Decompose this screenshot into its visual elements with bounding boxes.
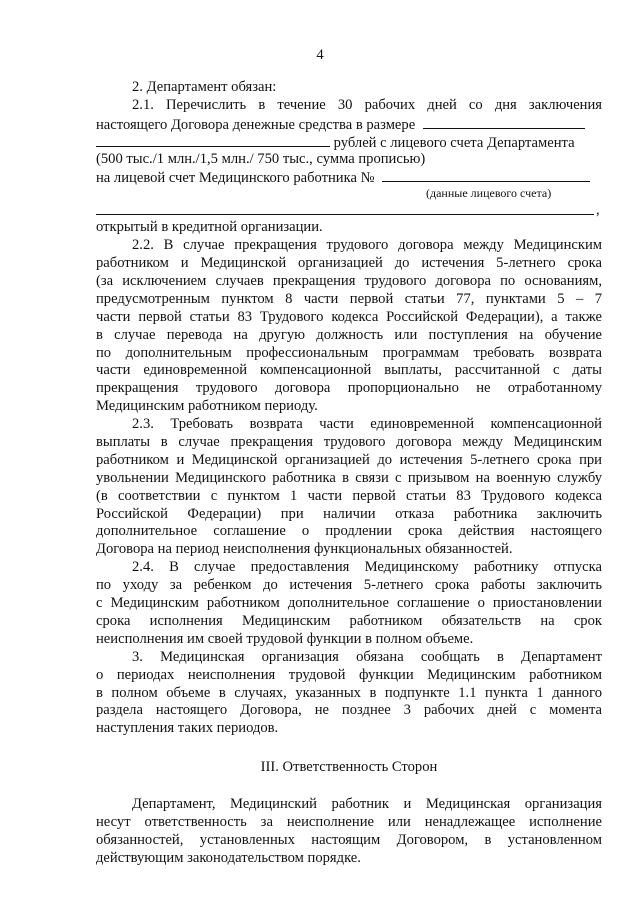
- clause-2-1-line-2: [96, 115, 602, 133]
- account-comma: ,: [596, 202, 600, 219]
- responsibility-line: действующим законодательством порядке.: [96, 849, 361, 866]
- account-number-blank: [382, 168, 590, 182]
- clause-2-1-suffix: рублей с лицевого счета Департамента: [333, 134, 575, 151]
- account-details-blank: [96, 214, 594, 215]
- clause-2-2-line: части единовременной компенсационной выплаты, рассчитанной с даты: [96, 362, 602, 379]
- clause-3-line: 3. Медицинская организация обязана сообщать в Департамент: [132, 648, 602, 665]
- clause-2-4: [96, 559, 602, 648]
- responsibility-paragraph: [96, 796, 602, 868]
- responsibility-line: обязанностей, установленных настоящим Договором, в установленном: [96, 831, 602, 848]
- document-body: [96, 79, 602, 868]
- clause-2-2-line: 2.2. В случае прекращения трудового договора между Медицинским: [132, 237, 602, 254]
- clause-2-3-line: Российской Федерации) при наличии отказа работника заключить: [96, 505, 602, 522]
- clause-2-3-line: 2.3. Требовать возврата части единовременной компенсационной: [132, 416, 602, 433]
- clause-2-2-line: в случае перевода на другую должность или поступления на обучение: [96, 326, 602, 343]
- clause-3-line: раздела настоящего Договора, не позднее 3 рабочих дней с момента: [96, 702, 602, 719]
- clause-2-4-line: 2.4. В случае предоставления Медицинскому работнику отпуска: [132, 559, 602, 576]
- account-label: на лицевой счет Медицинского работника №: [96, 170, 375, 187]
- clause-2-2-line: работником и Медицинской организацией до истечения 5-летнего срока: [96, 255, 602, 272]
- clause-2-1-line-7: открытый в кредитной организации.: [96, 219, 323, 236]
- clause-2-2-line: Медицинским работником периоду.: [96, 398, 318, 415]
- clause-2-2-line: части первой статьи 83 Трудового кодекса Российской Федерации), а также: [96, 308, 602, 325]
- clause-2-4-line: по уходу за ребенком до истечения 5-летнего срока работы заключить: [96, 577, 602, 594]
- amount-blank: [423, 115, 585, 129]
- clause-2-3-line: работником и Медицинской организацией до истечения 5-летнего срока при: [96, 451, 602, 468]
- clause-2-2-line: прекращения трудового договора пропорционально не отработанному: [96, 380, 602, 397]
- clause-2-3-line: дополнительное соглашение о продлении срока действия настоящего: [96, 523, 602, 540]
- clause-3-line: в полном объеме в случаях, указанных в подпункте 1.1 пункта 1 данного: [96, 684, 602, 701]
- clause-2-3-line: выплаты в случае прекращения трудового договора между Медицинским: [96, 434, 602, 451]
- clause-2-2-line: (за исключением случаев прекращения трудового договора по основаниям,: [96, 273, 602, 290]
- clause-2-1-line-5: [96, 168, 602, 186]
- clause-2-4-line: неисполнения им своей трудовой функции в полном объеме.: [96, 630, 474, 647]
- clause-2-3: [96, 416, 602, 559]
- clause-2-2-line: предусмотренным пунктом 8 части первой статьи 77, пунктами 5 – 7: [96, 290, 602, 307]
- responsibility-line: Департамент, Медицинский работник и Медицинская организация: [132, 796, 602, 813]
- clause-2-3-line: (в соответствии с пунктом 1 части первой статьи 83 Трудового кодекса: [96, 487, 602, 504]
- clause-3-line: о периодах неисполнения трудовой функции Медицинским работником: [96, 666, 602, 683]
- clause-2-2-line: по дополнительным профессиональным программам требовать возврата: [96, 344, 602, 361]
- account-details-row: [96, 201, 602, 219]
- clause-3-line: наступления таких периодов.: [96, 720, 279, 737]
- clause-2-1-text: настоящего Договора денежные средства в размере: [96, 116, 416, 133]
- clause-3: [96, 649, 602, 738]
- clause-2-1-line-3: [96, 133, 602, 151]
- page-number: 4: [316, 47, 324, 63]
- clause-2-1-line-4: (500 тыс./1 млн./1,5 млн./ 750 тыс., сумма прописью): [96, 150, 426, 167]
- clause-2-4-line: срока исполнения Медицинским работником обязательств на срок: [96, 612, 602, 629]
- section-2-heading: 2. Департамент обязан:: [132, 79, 277, 95]
- clause-2-1-line-1: 2.1. Перечислить в течение 30 рабочих дней со дня заключения: [132, 96, 602, 113]
- responsibility-line: несут ответственность за неисполнение или ненадлежащее исполнение: [96, 814, 602, 831]
- section-3-title: III. Ответственность Сторон: [260, 759, 438, 776]
- amount-words-blank: [96, 133, 330, 147]
- clause-2-2: [96, 237, 602, 416]
- clause-2-3-line: увольнении Медицинского работника в связи с призывом на военную службу: [96, 469, 602, 486]
- clause-2-3-line: Договора на период неисполнения функциональных обязанностей.: [96, 541, 513, 558]
- account-caption: (данные лицевого счета): [426, 186, 552, 201]
- clause-2-4-line: с Медицинским работником дополнительное соглашение о приостановлении: [96, 595, 602, 612]
